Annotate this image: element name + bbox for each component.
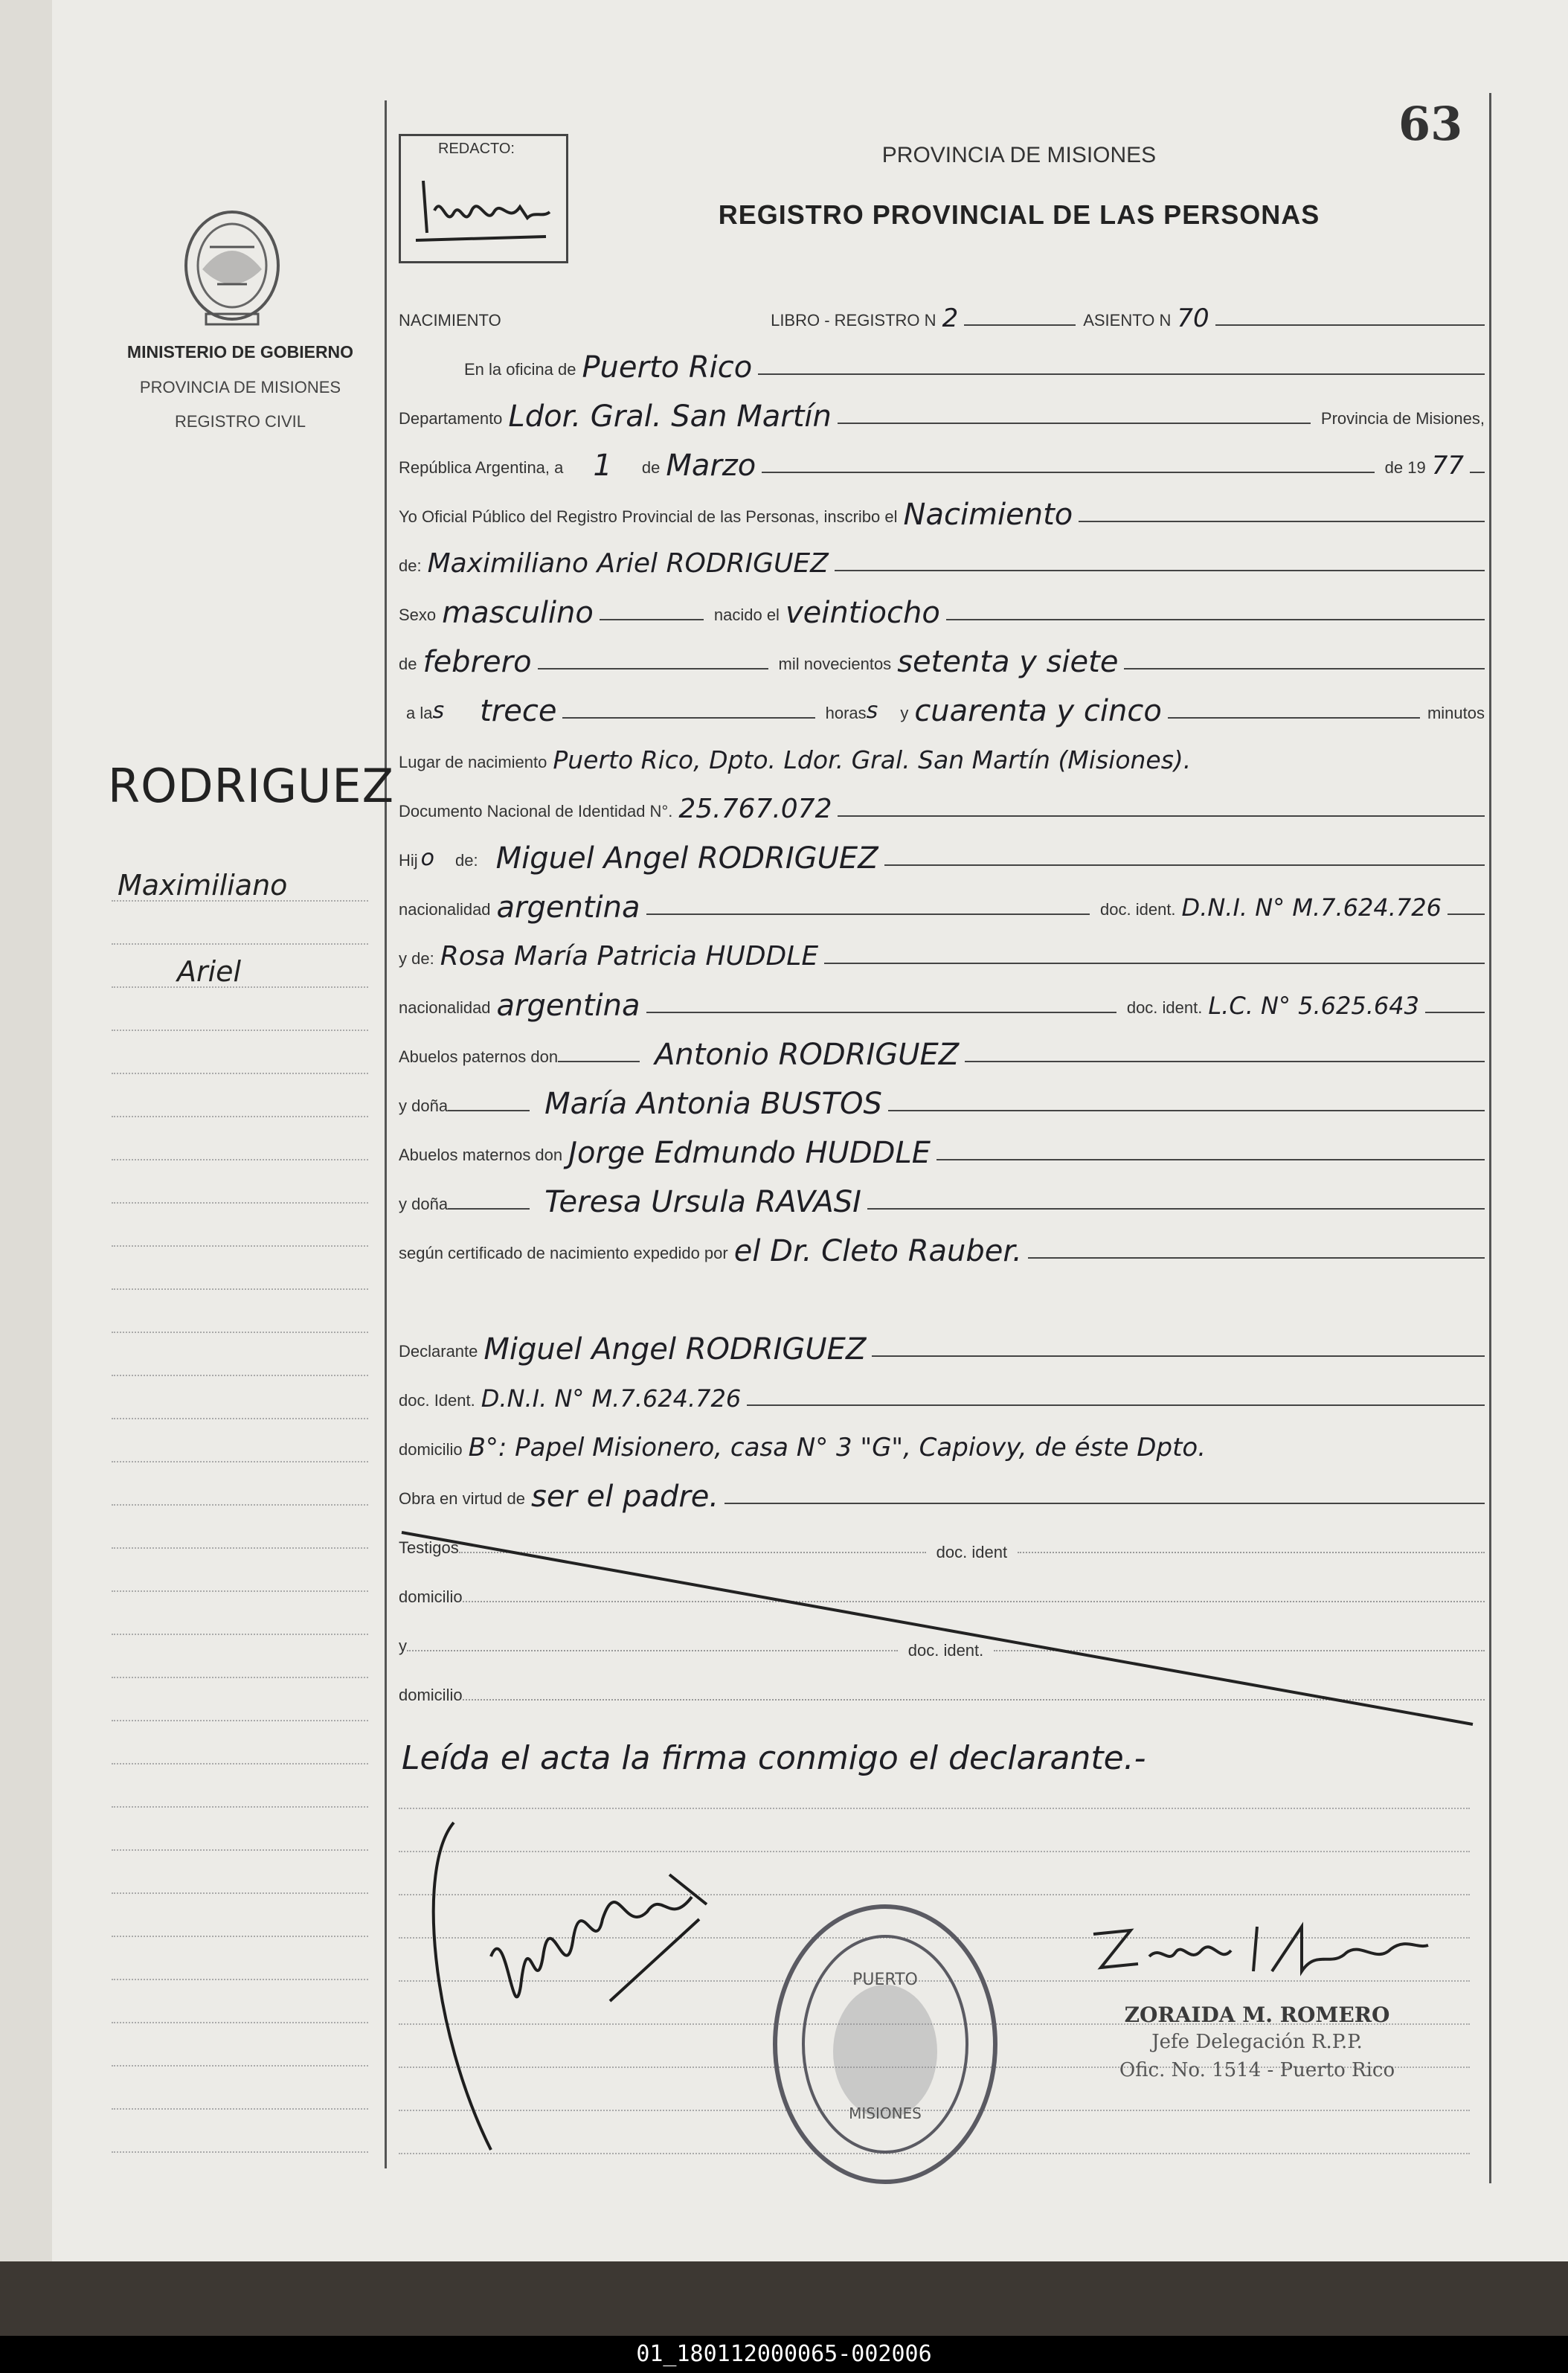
doc-padre-value: D.N.I. N° M.7.624.726 — [1181, 893, 1442, 922]
margin-first-name: Maximiliano — [118, 869, 288, 902]
hijo-label: Hij — [399, 851, 418, 870]
doc-madre-label: doc. ident. — [1126, 998, 1203, 1017]
margin-ruled-line — [112, 2151, 368, 2153]
dni-label: Documento Nacional de Identidad N°. — [399, 802, 673, 821]
witness-strike-line — [387, 1525, 1488, 1733]
doc-madre-value: L.C. N° 5.625.643 — [1208, 992, 1419, 1020]
row-sexo — [399, 582, 1485, 629]
declarant-signature — [402, 1808, 744, 2157]
image-caption: 01_180112000065-002006 — [0, 2336, 1568, 2373]
margin-second-name: Ariel — [177, 955, 242, 988]
republica-label: República Argentina, a — [399, 458, 564, 477]
abuelos-paternos-label: Abuelos paternos don — [399, 1047, 559, 1066]
testigos-domicilio-label: domicilio — [399, 1587, 463, 1606]
row-declarante-doc — [399, 1367, 1485, 1415]
margin-ruled-line — [112, 1504, 368, 1506]
margin-ruled-line — [112, 1892, 368, 1894]
margin-ruled-line — [112, 1245, 368, 1247]
testigo-2-domicilio-label: domicilio — [399, 1686, 463, 1704]
y-label: y — [900, 704, 909, 722]
margin-ruled-line — [112, 1547, 368, 1549]
margin-ruled-line — [112, 1763, 368, 1765]
y-dona-paterna-label: y doña — [399, 1096, 449, 1115]
nacido-value: veintiocho — [785, 596, 940, 630]
obra-value: ser el padre. — [530, 1480, 719, 1514]
official-signature — [1079, 1904, 1436, 1994]
margin-ruled-line — [112, 1461, 368, 1462]
dni-value: 25.767.072 — [678, 794, 832, 824]
obra-label: Obra en virtud de — [399, 1489, 525, 1508]
ministry-title: MINISTERIO DE GOBIERNO — [126, 342, 354, 362]
ministry-crest-emblem — [173, 202, 292, 329]
domicilio-label: domicilio — [399, 1440, 463, 1459]
asiento-label: ASIENTO N — [1083, 311, 1172, 330]
y-dona-materna-label: y doña — [399, 1195, 449, 1213]
margin-ruled-line — [112, 1590, 368, 1592]
de-nombre-label: de: — [399, 556, 422, 575]
margin-ruled-line — [112, 1202, 368, 1204]
de-year-label: de 19 — [1384, 458, 1426, 477]
abuelo-paterno-value: Antonio RODRIGUEZ — [655, 1038, 960, 1072]
adjacent-page-edge — [0, 0, 54, 2276]
margin-surname: RODRIGUEZ — [108, 759, 395, 813]
libro-label: LIBRO - REGISTRO N — [771, 311, 936, 330]
background-table — [0, 2261, 1568, 2336]
sexo-value: masculino — [442, 596, 594, 630]
redacto-label: REDACTO: — [438, 141, 515, 157]
row-oficina — [399, 336, 1485, 384]
abuelos-maternos-label: Abuelos maternos don — [399, 1146, 563, 1164]
row-abuelo-paterno — [399, 1024, 1485, 1071]
departamento-label: Departamento — [399, 409, 503, 428]
official-title: Jefe Delegación R.P.P. — [1151, 2031, 1363, 2053]
margin-ruled-line — [112, 1677, 368, 1678]
margin-ruled-line — [112, 2108, 368, 2110]
a-las-suffix: s — [432, 698, 445, 724]
closing-statement: Leída el acta la firma conmigo el declarante.- — [402, 1739, 1146, 1777]
row-obra — [399, 1465, 1485, 1513]
margin-ruled-line — [112, 1375, 368, 1376]
margin-ruled-line — [112, 1936, 368, 1937]
nacido-label: nacido el — [713, 606, 780, 624]
abuelo-materno-value: Jorge Edmundo HUDDLE — [568, 1136, 931, 1170]
certificado-value: el Dr. Cleto Rauber. — [733, 1234, 1022, 1268]
de-label: de — [641, 458, 661, 477]
lugar-value: Puerto Rico, Dpto. Ldor. Gral. San Martín (Misiones). — [553, 745, 1192, 774]
abuela-paterna-value: María Antonia BUSTOS — [544, 1087, 882, 1121]
margin-ruled-line — [112, 1073, 368, 1074]
madre-value: Rosa María Patricia HUDDLE — [440, 941, 819, 972]
lugar-label: Lugar de nacimiento — [399, 753, 547, 771]
mes-nacimiento-value: febrero — [422, 645, 532, 679]
dia-value: 1 — [593, 449, 612, 483]
official-name: ZORAIDA M. ROMERO — [1124, 2003, 1390, 2027]
margin-ruled-line — [112, 1418, 368, 1419]
testigo-2-doc-label: doc. ident. — [907, 1641, 984, 1660]
testigo-2-label: y — [399, 1637, 407, 1655]
mil-label: mil novecientos — [778, 655, 892, 673]
padre-value: Miguel Angel RODRIGUEZ — [495, 841, 878, 876]
margin-ruled-line — [112, 1979, 368, 1980]
row-abuela-paterna — [399, 1073, 1485, 1120]
row-departamento — [399, 385, 1485, 433]
declarante-doc-label: doc. Ident. — [399, 1391, 475, 1410]
margin-ruled-line — [112, 1288, 368, 1290]
row-madre — [399, 925, 1485, 973]
row-hora — [399, 680, 1485, 728]
official-office: Ofic. No. 1514 - Puerto Rico — [1119, 2059, 1395, 2081]
nombre-value: Maximiliano Ariel RODRIGUEZ — [427, 548, 829, 579]
right-margin-rule — [1489, 93, 1491, 2183]
row-padre — [399, 827, 1485, 875]
row-dni — [399, 778, 1485, 826]
provincia-label: Provincia de Misiones, — [1320, 409, 1485, 428]
redacto-signature — [408, 166, 557, 255]
ministry-province: PROVINCIA DE MISIONES — [139, 378, 341, 396]
nacionalidad-padre-value: argentina — [496, 890, 640, 925]
domicilio-value: B°: Papel Misionero, casa N° 3 "G", Capiovy, de éste Dpto. — [468, 1433, 1206, 1462]
hijo-suffix: o — [420, 845, 435, 871]
oficina-value: Puerto Rico — [582, 350, 753, 385]
hora-value: trece — [480, 694, 557, 728]
registry-title: REGISTRO PROVINCIAL DE LAS PERSONAS — [718, 199, 1320, 230]
declarante-label: Declarante — [399, 1342, 478, 1361]
declarante-value: Miguel Angel RODRIGUEZ — [483, 1332, 867, 1367]
mes-value: Marzo — [666, 449, 756, 483]
margin-ruled-line — [112, 1849, 368, 1851]
y-de-label: y de: — [399, 949, 434, 968]
row-certificado — [399, 1220, 1485, 1268]
nacimiento-label: NACIMIENTO — [399, 311, 501, 330]
svg-text:PUERTO: PUERTO — [852, 1971, 918, 1989]
doc-padre-label: doc. ident. — [1100, 900, 1176, 919]
margin-ruled-line — [112, 1159, 368, 1160]
margin-ruled-line — [112, 2065, 368, 2067]
yo-value: Nacimiento — [903, 498, 1073, 532]
margin-ruled-line — [112, 1332, 368, 1333]
margin-ruled-line — [112, 2022, 368, 2023]
a-las-label: a la — [406, 704, 433, 722]
margin-ruled-line — [112, 1720, 368, 1721]
nacionalidad-madre-label: nacionalidad — [399, 998, 491, 1017]
margin-ruled-line — [112, 1634, 368, 1635]
margin-ruled-line — [112, 1116, 368, 1117]
row-nacionalidad-madre — [399, 974, 1485, 1022]
redacto-box — [399, 134, 568, 263]
horas-label: horas — [825, 704, 867, 722]
certificado-label: según certificado de nacimiento expedido por — [399, 1244, 728, 1262]
testigos-label: Testigos — [399, 1538, 459, 1557]
margin-ruled-line — [112, 900, 368, 902]
sexo-label: Sexo — [399, 606, 437, 624]
de-mes-label: de — [399, 655, 417, 673]
libro-value: 2 — [942, 304, 959, 333]
page-number: 63 — [1398, 97, 1463, 151]
minutos-value: cuarenta y cinco — [914, 694, 1162, 728]
row-domicilio — [399, 1416, 1485, 1464]
row-nombre — [399, 533, 1485, 580]
official-seal-stamp — [766, 1895, 1004, 2193]
svg-text:MISIONES: MISIONES — [849, 2104, 922, 2122]
row-declarante — [399, 1318, 1485, 1366]
row-abuelo-materno — [399, 1122, 1485, 1169]
margin-ruled-line — [112, 1030, 368, 1031]
departamento-value: Ldor. Gral. San Martín — [508, 399, 832, 434]
yo-label: Yo Oficial Público del Registro Provincial de las Personas, inscribo el — [399, 507, 898, 526]
margin-ruled-line — [112, 1806, 368, 1808]
row-libro — [399, 287, 1485, 335]
row-fecha — [399, 434, 1485, 482]
anio-nacimiento-value: setenta y siete — [897, 645, 1119, 679]
nacionalidad-padre-label: nacionalidad — [399, 900, 491, 919]
margin-ruled-line — [112, 943, 368, 945]
province-heading: PROVINCIA DE MISIONES — [881, 143, 1157, 167]
testigos-doc-label: doc. ident — [936, 1543, 1008, 1561]
declarante-doc-value: D.N.I. N° M.7.624.726 — [481, 1384, 742, 1413]
asiento-value: 70 — [1177, 304, 1209, 333]
year-value: 77 — [1431, 451, 1464, 481]
row-inscribo — [399, 484, 1485, 531]
abuela-materna-value: Teresa Ursula RAVASI — [544, 1185, 861, 1219]
margin-ruled-line — [112, 986, 368, 988]
row-mes-nacimiento — [399, 631, 1485, 678]
oficina-label: En la oficina de — [464, 360, 576, 379]
left-margin-rule — [385, 100, 387, 2168]
ministry-registro: REGISTRO CIVIL — [174, 412, 306, 431]
horas-suffix: s — [866, 698, 878, 724]
nacionalidad-madre-value: argentina — [496, 989, 640, 1023]
row-lugar — [399, 729, 1485, 777]
row-nacionalidad-padre — [399, 876, 1485, 924]
hijo-de-label: de: — [455, 851, 478, 870]
row-abuela-materna — [399, 1171, 1485, 1218]
minutos-label: minutos — [1427, 704, 1485, 722]
